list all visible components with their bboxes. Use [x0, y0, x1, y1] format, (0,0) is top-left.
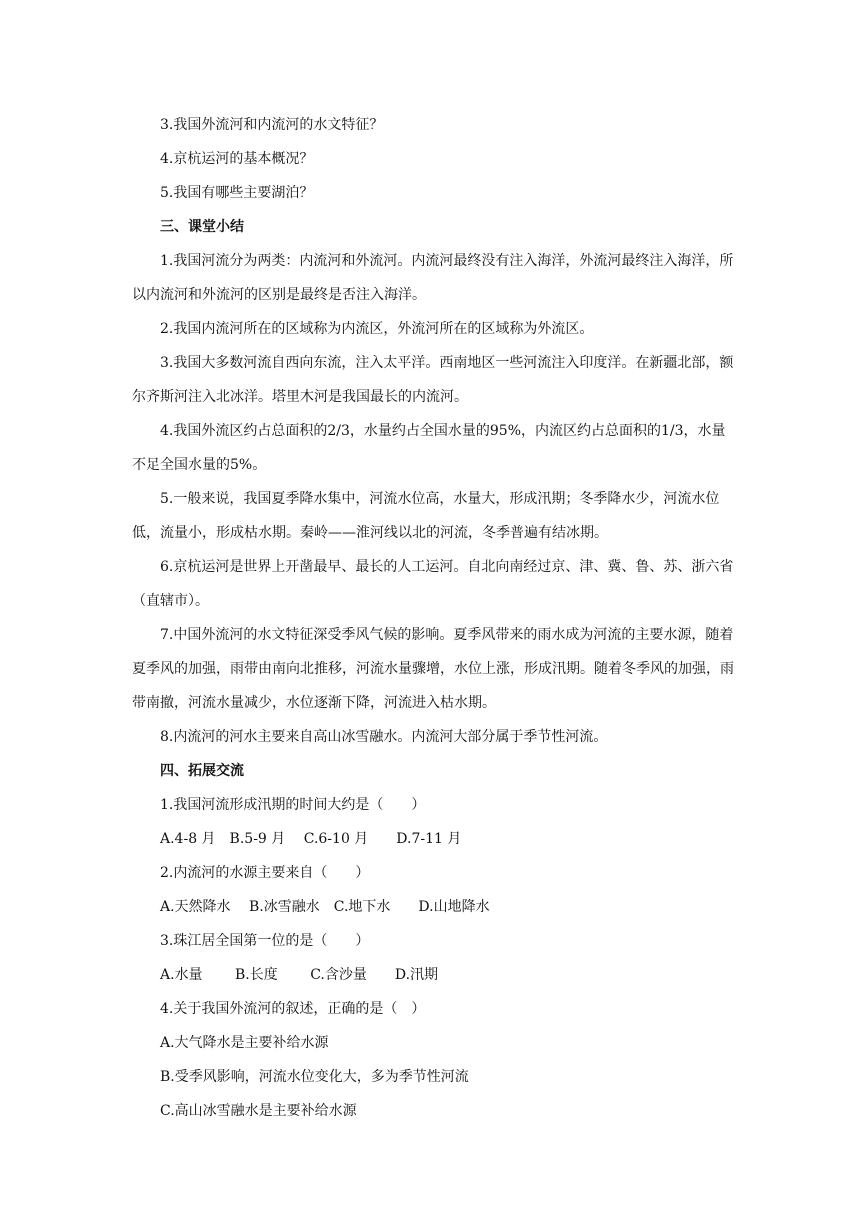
exercise-4: 4.关于我国外流河的叙述，正确的是（ ） [160, 1001, 426, 1017]
exercise-4-option-b: B.受季风影响，河流水位变化大，多为季节性河流 [160, 1069, 469, 1085]
document-body [132, 108, 737, 1128]
exercise-3-options: A.水量 B.长度 C.含沙量 D.汛期 [160, 967, 439, 983]
summary-item-1: 1.我国河流分为两类：内流河和外流河。内流河最终没有注入海洋，外流河最终注入海洋，所以内流河和外流河的区别是最终是否注入海洋。 [132, 253, 734, 303]
summary-item-6: 6.京杭运河是世界上开凿最早、最长的人工运河。自北向南经过京、津、冀、鲁、苏、浙六省（直辖市）。 [132, 559, 734, 609]
exercise-4-option-a: A.大气降水是主要补给水源 [160, 1035, 329, 1051]
summary-item-5: 5.一般来说，我国夏季降水集中，河流水位高，水量大，形成汛期；冬季降水少，河流水位低，流量小，形成枯水期。秦岭——淮河线以北的河流，冬季普遍有结冰期。 [132, 491, 720, 541]
exercise-2: 2.内流河的水源主要来自（ ） [160, 865, 370, 881]
exercise-3: 3.珠江居全国第一位的是（ ） [160, 933, 370, 949]
question-5: 5.我国有哪些主要湖泊？ [160, 185, 314, 201]
exercise-4-option-c: C.高山冰雪融水是主要补给水源 [160, 1103, 357, 1119]
summary-item-4: 4.我国外流区约占总面积的2/3，水量约占全国水量的95%，内流区约占总面积的1/3，水量不足全国水量的5%。 [132, 423, 726, 473]
question-3: 3.我国外流河和内流河的水文特征？ [160, 117, 384, 133]
summary-item-8: 8.内流河的河水主要来自高山冰雪融水。内流河大部分属于季节性河流。 [160, 729, 608, 745]
exercise-1-options: A.4-8 月 B.5-9 月 C.6-10 月 D.7-11 月 [160, 831, 462, 847]
summary-item-3: 3.我国大多数河流自西向东流，注入太平洋。西南地区一些河流注入印度洋。在新疆北部，额尔齐斯河注入北冰洋。塔里木河是我国最长的内流河。 [132, 355, 734, 405]
summary-item-7: 7.中国外流河的水文特征深受季风气候的影响。夏季风带来的雨水成为河流的主要水源，随着夏季风的加强，雨带由南向北推移，河流水量骤增，水位上涨，形成汛期。随着冬季风的加强，雨带南撤，河流水量减少，水位逐渐下降，河流进入枯水期。 [132, 627, 734, 711]
exercise-1: 1.我国河流形成汛期的时间大约是（ ） [160, 797, 426, 813]
exercise-2-options: A.天然降水 B.冰雪融水 C.地下水 D.山地降水 [160, 899, 490, 915]
section-heading-exercises: 四、拓展交流 [160, 763, 244, 779]
summary-item-2: 2.我国内流河所在的区域称为内流区，外流河所在的区域称为外流区。 [160, 321, 594, 337]
question-4: 4.京杭运河的基本概况？ [160, 151, 314, 167]
section-heading-summary: 三、课堂小结 [160, 219, 244, 235]
